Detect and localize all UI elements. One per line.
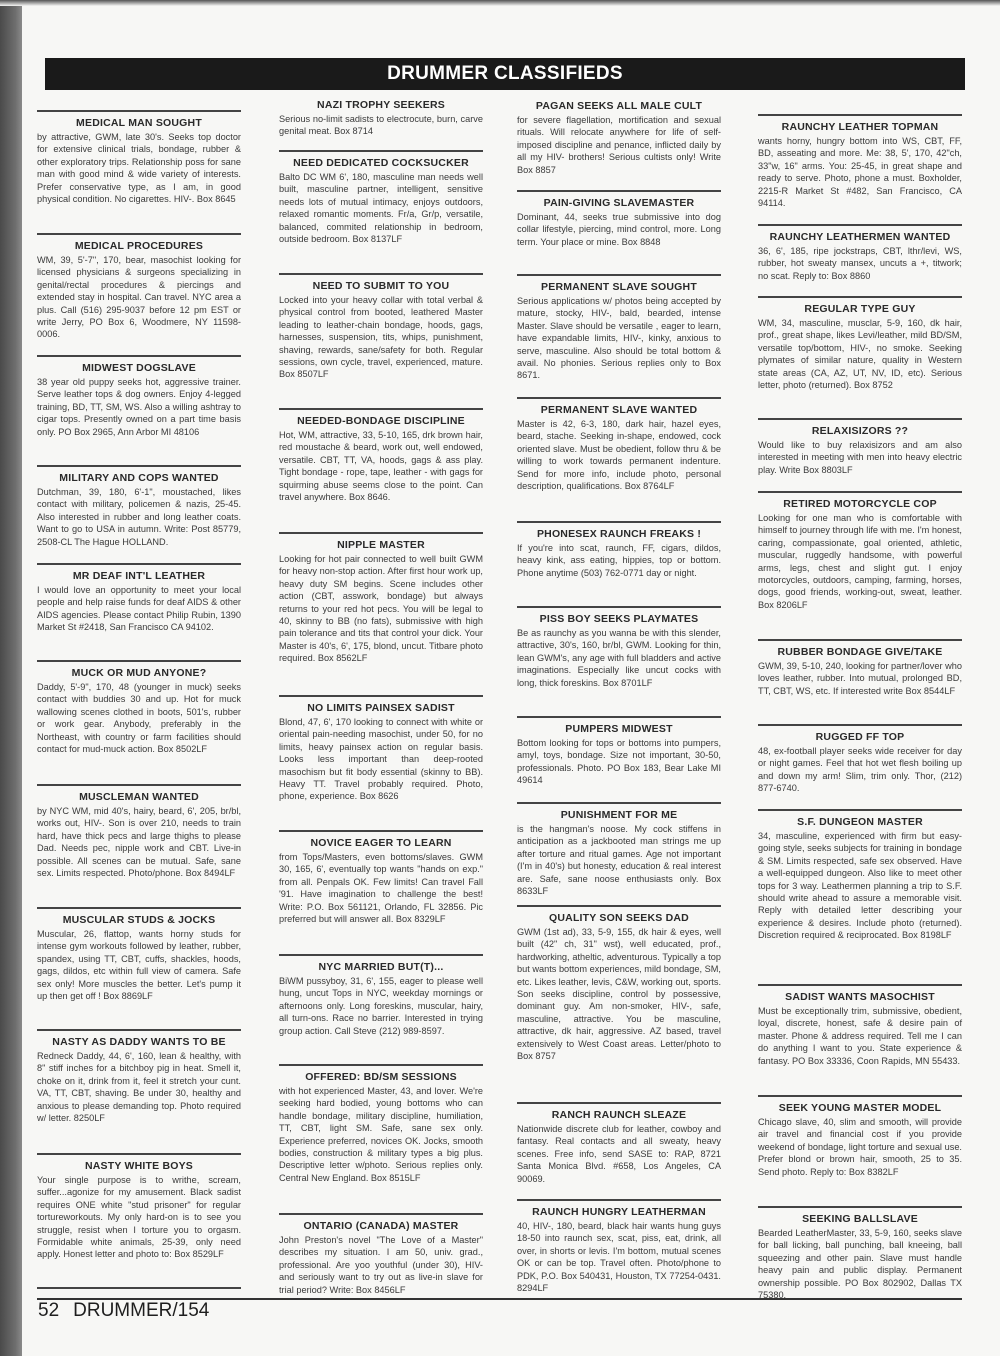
classified-ad [758, 114, 962, 209]
classified-ad [758, 639, 962, 697]
ad-body: Master is 42, 6-3, 180, dark hair, hazel eyes, beard, stache. Seeking in-shape, endowed, cock oriented slave. Must be obedient, follow thru & be willing to work towards permanent indenture. Send for more info, include photo, personal description, qualifications. Box 8764LF [517, 419, 721, 492]
ad-body: wants horny, hungry bottom into WS, CBT, FF, BD, asseating and more. Me: 38, 5', 170, 42"ch, 33"w, 16" arms. You: 25-45, in great shape and ready to serve. Photo, phone a must. Boxholder, 2215-R Market St #482, San Francisco, CA 94114. [758, 136, 962, 209]
ad-body: I would love an opportunity to meet your local people and help raise funds for deaf AIDS & other AIDS agencies. Please contact Philip Rubin, 1390 Market St #2418, San Francisco CA 94102. [37, 585, 241, 633]
classified-ad [517, 190, 721, 248]
divider [517, 716, 721, 718]
ad-body: 48, ex-football player seeks wide receiver for day or night games. Feel that hot wet flesh boiling up and down my arm! Slim, trim only. Thor, (212) 877-6740. [758, 746, 962, 794]
divider [517, 1102, 721, 1104]
classified-ad [517, 274, 721, 382]
ad-body: WM, 39, 5'-7", 170, bear, masochist looking for licensed physicians & surgeons specializing in genital/rectal procedures & piercings and extended stay in hospital. Can travel. NYC area a plus. Call (516) 295-9037 before 12 pm EST or write Jerry, PO Box 6, Woodmere, NY 11598-0006. [37, 255, 241, 340]
classified-ad [37, 233, 241, 341]
ad-title: PAGAN SEEKS ALL MALE CULT [535, 100, 703, 112]
ad-body: Would like to buy relaxisizors and am also interested in meeting with men into heavy electric play. Write Box 8803LF [758, 440, 962, 475]
divider [758, 224, 962, 226]
ad-title: RELAXISIZORS ?? [811, 425, 909, 437]
ad-body: is the hangman's noose. My cock stiffens in anticipation as a jackbooted man strings me up after torture and ritual games. Age not important (I'm in 40's) but honesty, education & real interest are. Safe, sane noose enthusiasts only. Box 8633LF [517, 824, 721, 897]
ad-body: Daddy, 5'-9", 170, 48 (younger in muck) seeks contact with buddies 30 and up. Hot for muck wallowing scenes clothed in boots, 501's, rubber or work gear. Anybody, preferably in the Northeast, with country or farm facilities should contact for mud-muck action. Box 8502LF [37, 682, 241, 755]
divider [37, 563, 241, 565]
classified-ad [758, 809, 962, 942]
ad-body: Blond, 47, 6', 170 looking to connect with white or oriental pain-needing masochist, under 50, for no limits, heavy painsex action on regular basis. Looks less important than deep-rooted masochism but fit body essential (skinny to BB). Heavy TT. Travel probably required. Photo, phone, experience. Box 8626 [279, 717, 483, 802]
ad-title: NAZI TROPHY SEEKERS [317, 99, 445, 111]
ad-title: NEEDED-BONDAGE DISCIPLINE [297, 415, 465, 427]
ad-body: Your single purpose is to writhe, scream, suffer...agonize for my amusement. Black sadist requires ONE white "stud prisoner" for regular tortureworkouts. My only hard-on is to see you struggle, resist when I torture you to orgasm. Formidable white animals, 25-39, only need apply. Honest letter and photo to: Box 8529LF [37, 1175, 241, 1260]
publication-issue: DRUMMER/154 [73, 1300, 210, 1321]
classified-ad [758, 224, 962, 282]
divider [37, 110, 241, 112]
divider [37, 233, 241, 235]
ad-title: MEDICAL PROCEDURES [74, 240, 204, 252]
ad-body: 34, masculine, experienced with firm but easy-going style, seeks subjects for training in bondage & SM. Limits respected, safe sex observed. Have a well-equipped dungeon. Also like to meet other tops for 3 way. Leathermen planning a trip to S.F. should write ahead to assure a memorable visit. Reply with detailed letter describing your experience & desires. Include photo (returned). Discretion required & reciprocated. Box 8198LF [758, 831, 962, 941]
divider [37, 660, 241, 662]
ad-body: WM, 34, masculine, musclar, 5-9, 160, dk hair, prof., great shape, likes Levi/leather, mild BD/SM, versatile top/bottom, HIV-, no smoke. Seeking plymates of similar nature, quality in Western state areas (CA, AZ, UT, NV, ID, etc). Serious letter, photo (returned). Box 8752 [758, 318, 962, 391]
classified-ad [279, 830, 483, 925]
ad-body: Hot, WM, attractive, 33, 5-10, 165, drk brown hair, red moustache & beard, work out, well endowed, versatile. CBT, TT, VA, hoods, gags & ass play. Tight bondage - rope, tape, leather - with gags for squirming abuse seems close to the point. Can travel anywhere. Box 8646. [279, 430, 483, 503]
classified-ad [517, 100, 721, 176]
ad-title: MEDICAL MAN SOUGHT [76, 117, 202, 129]
divider [279, 1213, 483, 1215]
divider [758, 724, 962, 726]
ad-body: Locked into your heavy collar with total verbal & physical control from booted, leathered Master leading to leather-chain bondage, hoods, gags, harnesses, suspension, tits, whips, punishment, shaving, rewards, sane/safety for both. Regular sessions, own cycle, travel, experienced, mature. Box 8507LF [279, 295, 483, 380]
classified-ad [37, 1029, 241, 1124]
ad-title: NIPPLE MASTER [337, 539, 425, 551]
classified-ad [517, 716, 721, 787]
classified-ad [279, 695, 483, 803]
page-top-shadow [0, 0, 1000, 6]
divider [758, 1095, 962, 1097]
classified-ad [517, 802, 721, 897]
ad-body: with hot experienced Master, 43, and lover. We're seeking hard bodied, young bottoms who can handle bondage, military discipline, humiliation, TT, CBT, light SM. Safe, sane sex only. Experience preferred, novices OK. Jocks, smooth bodies, construction & military types a big plus. Descriptive letter w/photo. Serious replies only. Central New England. Box 8515LF [279, 1086, 483, 1183]
ad-body: Redneck Daddy, 44, 6', 160, lean & healthy, with 8" stiff inches for a bitchboy pig in heat. Smell it, choke on it, drink from it, feel it stretch your cunt. VA, TT, CBT, shaving. Be under 30, healthy and anxious to please demanding top. Photo required w/ letter. 8250LF [37, 1051, 241, 1124]
divider [758, 418, 962, 420]
divider [279, 1064, 483, 1066]
classified-ad [279, 1213, 483, 1296]
classifieds-column-2 [279, 92, 483, 1295]
ad-body: 40, HIV-, 180, beard, black hair wants hung guys 18-50 into raunch sex, scat, piss, eat, drink, all over, in shorts or levis. I'm bottom, mutual scenes OK or can be top. Travel often. Photo/phone to PDK, P.O. Box 540431, Houston, TX 77254-0431. 8294LF [517, 1221, 721, 1294]
classified-ad [37, 660, 241, 755]
divider [37, 355, 241, 357]
ad-title: PAIN-GIVING SLAVEMASTER [543, 197, 695, 209]
classifieds-column-1 [37, 92, 241, 1292]
section-banner [45, 58, 965, 90]
ad-title: S.F. DUNGEON MASTER [797, 816, 923, 828]
divider [758, 809, 962, 811]
ad-title: PERMANENT SLAVE SOUGHT [541, 281, 697, 293]
ad-title: RUBBER BONDAGE GIVE/TAKE [777, 646, 943, 658]
ad-title: PUMPERS MIDWEST [565, 723, 673, 735]
ad-title: RANCH RAUNCH SLEAZE [551, 1109, 687, 1121]
classified-ad [758, 724, 962, 795]
section-title: DRUMMER CLASSIFIEDS [387, 63, 623, 84]
ad-body: Chicago slave, 40, slim and smooth, will provide air travel and financial cost if you provide weekend of bondage, light torture and sexual use. Prefer blond or brown hair, smooth, 25 to 35. Send photo. Reply to: Box 8382LF [758, 1117, 962, 1177]
ad-title: MILITARY AND COPS WANTED [59, 472, 219, 484]
ad-title: SADIST WANTS MASOCHIST [785, 991, 935, 1003]
ad-body: Serious no-limit sadists to electrocute, burn, carve genital meat. Box 8714 [279, 114, 483, 137]
ad-body: Dominant, 44, seeks true submissive into dog collar lifestyle, piercing, mind control, more. Long term. Your place or mine. Box 8848 [517, 212, 721, 247]
divider [279, 532, 483, 534]
classified-ad [279, 532, 483, 665]
classified-ad [279, 99, 483, 138]
divider [37, 1029, 241, 1031]
divider [517, 397, 721, 399]
ad-body: Nationwide discrete club for leather, cowboy and fantasy. Real contacts and all sweaty, heavy scenes. Free info, send SASE to: RAP, 8721 Santa Monica Blvd. #658, Los Angeles, CA 90069. [517, 1124, 721, 1184]
ad-body: from Tops/Masters, even bottoms/slaves. GWM 30, 165, 6', eventually top wants "hands on exp." from all. Penpals OK. Few limits! Can travel Fall '91. Have imagination to challenge the best! Write: P.O. Box 561121, Orlando, FL 32856. Pic preferred but will answer all. Box 8329LF [279, 852, 483, 925]
classified-ad [37, 784, 241, 879]
ad-title: NASTY AS DADDY WANTS TO BE [52, 1036, 226, 1048]
ad-title: REGULAR TYPE GUY [804, 303, 916, 315]
classified-ad [37, 465, 241, 548]
divider [517, 521, 721, 523]
ad-body: Serious applications w/ photos being accepted by mature, stocky, HIV-, bald, bearded, intense Master. Slave should be versatile , eager to learn, have expandable limits, HIV-, kinky, anxious to serve, masculine. Also should be total bottom & avail. No phonies. Serious replies only to Box 8671. [517, 296, 721, 381]
classified-ad [758, 1206, 962, 1301]
ad-body: Looking for hot pair connected to well built GWM for heavy non-stop action. After first hour work up, heavy duty SM begins. Scene includes other action (CBT, asswork, bondage) but always returns to your red hot pecs. You will be legal to 40, skinny to BB (no fats), submissive with high pain tolerance and tits that control your dick. Your Master is 40's, 6', 175, blond, uncut. Titbare photo required. Box 8562LF [279, 554, 483, 664]
ad-body: Dutchman, 39, 180, 6'-1", moustached, likes contact with military, policemen & nazis, 25-45. Also interested in rubber and long leather coats. Want to go to USA in autumn. Write: Post 85779, 2508-CL The Hague HOLLAND. [37, 487, 241, 547]
classified-ad [758, 296, 962, 391]
classified-ad [279, 408, 483, 503]
classified-ad [37, 1153, 241, 1261]
ad-title: NOVICE EAGER TO LEARN [310, 837, 452, 849]
classified-ad [37, 110, 241, 205]
ad-body: BiWM pussyboy, 31, 6', 155, eager to please well hung, uncut Tops in NYC, weekday mornings or afternoons only. Long foreskins, muscular, hairy, all turn-ons. Race no barrier. Interested in trying group action. Call Steve (212) 989-8597. [279, 976, 483, 1036]
divider [758, 1206, 962, 1208]
classified-ad [517, 1102, 721, 1185]
page-number: 52 [38, 1300, 60, 1321]
divider [758, 114, 962, 116]
ad-body: by NYC WM, mid 40's, hairy, beard, 6', 205, br/bl, works out, HIV-. Son is over 210, needs to train hard, have thick pecs and large thighs to please Dad. Needs pec, nipple work and CBT. Live-in possible. All scenes can be mutual. Safe, sane sex. Limits respected. Photo/phone. Box 8494LF [37, 806, 241, 879]
ad-title: NEED DEDICATED COCKSUCKER [293, 157, 469, 169]
ad-title: PISS BOY SEEKS PLAYMATES [539, 613, 699, 625]
ad-title: RETIRED MOTORCYCLE COP [783, 498, 937, 510]
classified-ad [517, 905, 721, 1062]
classified-ad [279, 273, 483, 381]
ad-title: NEED TO SUBMIT TO YOU [312, 280, 450, 292]
ad-title: MUSCLEMAN WANTED [79, 791, 199, 803]
divider [517, 905, 721, 907]
classified-ad [758, 1095, 962, 1178]
divider [279, 954, 483, 956]
ad-body: Bearded LeatherMaster, 33, 5-9, 160, seeks slave for ball licking, ball punching, ball kneeing, ball squeezing and other pain. Slave must handle heavy pain and public display. Permanent ownership possible. PO Box 802902, Dallas TX 75380. [758, 1228, 962, 1301]
divider [758, 639, 962, 641]
classified-ad [517, 397, 721, 492]
ad-body: by attractive, GWM, late 30's. Seeks top doctor for extensive clinical trials, bondage, rubber & other exploratory trips. Relationship poss for sane man with good mind & wide variety of interests. Prefer conservative type, as I am, in good physical condition. No cigarettes. HIV-. Box 8645 [37, 132, 241, 205]
classified-ad [758, 491, 962, 611]
ad-body: Must be exceptionally trim, submissive, obedient, loyal, discrete, honest, safe & desire pain of master. Phone & address required. Tell me I can do anything I want to you. State experience & fantasy. PO Box 33336, Coon Rapids, MN 55433. [758, 1006, 962, 1066]
divider [758, 491, 962, 493]
ad-body: Balto DC WM 6', 180, masculine man needs well built, masculine partner, intelligent, sensitive needs lots of mutual intimacy, enjoys outdoors, relaxed romantic moments. Fr/a, Gr/p, versatile, balanced, commited relationship in bedroom, outside bedroom. Box 8137LF [279, 172, 483, 245]
ad-title: NO LIMITS PAINSEX SADIST [307, 702, 455, 714]
ad-body: for severe flagellation, mortification and sexual rituals. Will relocate anywhere for life of self-imposed discipline and penance, inflicted daily by all my HIV- brothers! Serious cultists only! Write Box 8857 [517, 115, 721, 175]
ad-title: PHONESEX RAUNCH FREAKS ! [536, 528, 702, 540]
classified-ad [517, 1199, 721, 1294]
ad-title: OFFERED: BD/SM SESSIONS [305, 1071, 457, 1083]
ad-body: GWM, 39, 5-10, 240, looking for partner/lover who loves leather, rubber. Into mutual, prolonged BD, TT, CBT, WS, etc. If interested write Box 8544LF [758, 661, 962, 696]
divider [517, 1199, 721, 1201]
ad-body: If you're into scat, raunch, FF, cigars, dildos, heavy kink, ass eating, hippies, top or bottom. Phone anytime (503) 762-0771 day or night. [517, 543, 721, 578]
divider [37, 907, 241, 909]
divider [37, 465, 241, 467]
ad-body: Looking for one man who is comfortable with himself to journey through life with me. I'm honest, caring, compassionate, goal oriented, athletic, muscular, ruggedly handsome, with powerful arms, legs, chest and slight gut. I enjoy motorcycles, outdoors, camping, farming, horses, dogs, good friends, working-out, sweat, leather. Box 8206LF [758, 513, 962, 610]
ad-title: RAUNCHY LEATHERMEN WANTED [769, 231, 951, 243]
ad-title: NASTY WHITE BOYS [84, 1160, 193, 1172]
ad-title: RUGGED FF TOP [815, 731, 905, 743]
ad-title: MUSCULAR STUDS & JOCKS [62, 914, 216, 926]
classified-ad [758, 418, 962, 476]
divider [758, 296, 962, 298]
divider [37, 1153, 241, 1155]
ad-title: QUALITY SON SEEKS DAD [549, 912, 689, 924]
ad-body: Bottom looking for tops or bottoms into pumpers, amyl, toys, bondage. Size not important, 30-50, professionals. Photo. PO Box 183, Bear Lake MI 49614 [517, 738, 721, 786]
page-spine-shadow [0, 0, 22, 1356]
divider [517, 606, 721, 608]
divider [279, 150, 483, 152]
ad-body: John Preston's novel "The Love of a Master" describes my situation. I am 50, univ. grad., professional. Are yoo youthful (under 30), HIV- and seriously want to try out as live-in slave for trial period? Write: Box 8456LF [279, 1235, 483, 1295]
ad-title: PUNISHMENT FOR ME [560, 809, 678, 821]
ad-body: GWM (1st ad), 33, 5-9, 155, dk hair & eyes, well built (42" ch, 31" wst), well educated, prof., hardworking, atheltic, adventurous. Typically a top but wants bottom experiences, mild bondage, SM, etc. Likes leather, levis, C&W, working out, sports. Son seeks discipline, control by possessive, dominant guy. Am non-smoker, HIV-, safe, masculine, attractive. You be masculine, attractive, dk hair, aggressive. AZ based, travel extensively to West Coast areas. Letter/photo to Box 8757 [517, 927, 721, 1062]
ad-body: 38 year old puppy seeks hot, aggressive trainer. Serve leather tops & dog owners. Enjoy 4-legged training, BD, TT, SM, WS. Also a willing ashtray to cigar tops. Presently owned on a part time basis only. PO Box 2965, Ann Arbor MI 48106 [37, 377, 241, 437]
ad-title: SEEKING BALLSLAVE [802, 1213, 918, 1225]
ad-title: MR DEAF INT'L LEATHER [72, 570, 206, 582]
classified-ad [37, 355, 241, 438]
divider [279, 273, 483, 275]
divider [758, 984, 962, 986]
ad-title: MUCK OR MUD ANYONE? [71, 667, 207, 679]
classifieds-column-4 [758, 92, 962, 1301]
divider [517, 274, 721, 276]
classified-ad [517, 606, 721, 689]
ad-title: NYC MARRIED BUT(T)... [318, 961, 444, 973]
classified-ad [279, 150, 483, 245]
divider [517, 190, 721, 192]
ad-title: ONTARIO (CANADA) MASTER [303, 1220, 459, 1232]
ad-body: Be as raunchy as you wanna be with this slender, attractive, 30's, 160, br/bl, GWM. Looking for thin, lean GWM's, any age with full bladders and active imaginations. Especially like uncut cocks with long, thick foreskins. Box 8701LF [517, 628, 721, 688]
classified-ad [279, 1064, 483, 1184]
classified-ad [37, 563, 241, 634]
divider [279, 695, 483, 697]
page-footer [38, 1300, 209, 1322]
ad-body: 36, 6', 185, ripe jockstraps, CBT, lthr/levi, WS, rubber, hot sweaty mansex, uncuts a +, titwork; no scat. Reply to: Box 8860 [758, 246, 962, 281]
ad-title: RAUNCHY LEATHER TOPMAN [781, 121, 939, 133]
divider [517, 802, 721, 804]
divider [37, 1287, 241, 1289]
ad-title: MIDWEST DOGSLAVE [82, 362, 196, 374]
divider [279, 408, 483, 410]
classified-ad [37, 907, 241, 1002]
classified-ad [279, 954, 483, 1037]
ad-title: RAUNCH HUNGRY LEATHERMAN [532, 1206, 706, 1218]
divider [37, 784, 241, 786]
ad-body: Muscular, 26, flattop, wants horny studs for intense gym workouts followed by leather, rubber, spandex, using TT, CBT, cuffs, shackles, hoods, gags, dildos, etc within full view of camera. Safe sex only! More muscles the better. Let's pump it up then get off ! Box 8869LF [37, 929, 241, 1002]
classified-ad [758, 984, 962, 1067]
classifieds-column-3 [517, 92, 721, 1292]
ad-title: SEEK YOUNG MASTER MODEL [778, 1102, 942, 1114]
divider [279, 830, 483, 832]
classified-ad [517, 521, 721, 579]
ad-title: PERMANENT SLAVE WANTED [540, 404, 698, 416]
